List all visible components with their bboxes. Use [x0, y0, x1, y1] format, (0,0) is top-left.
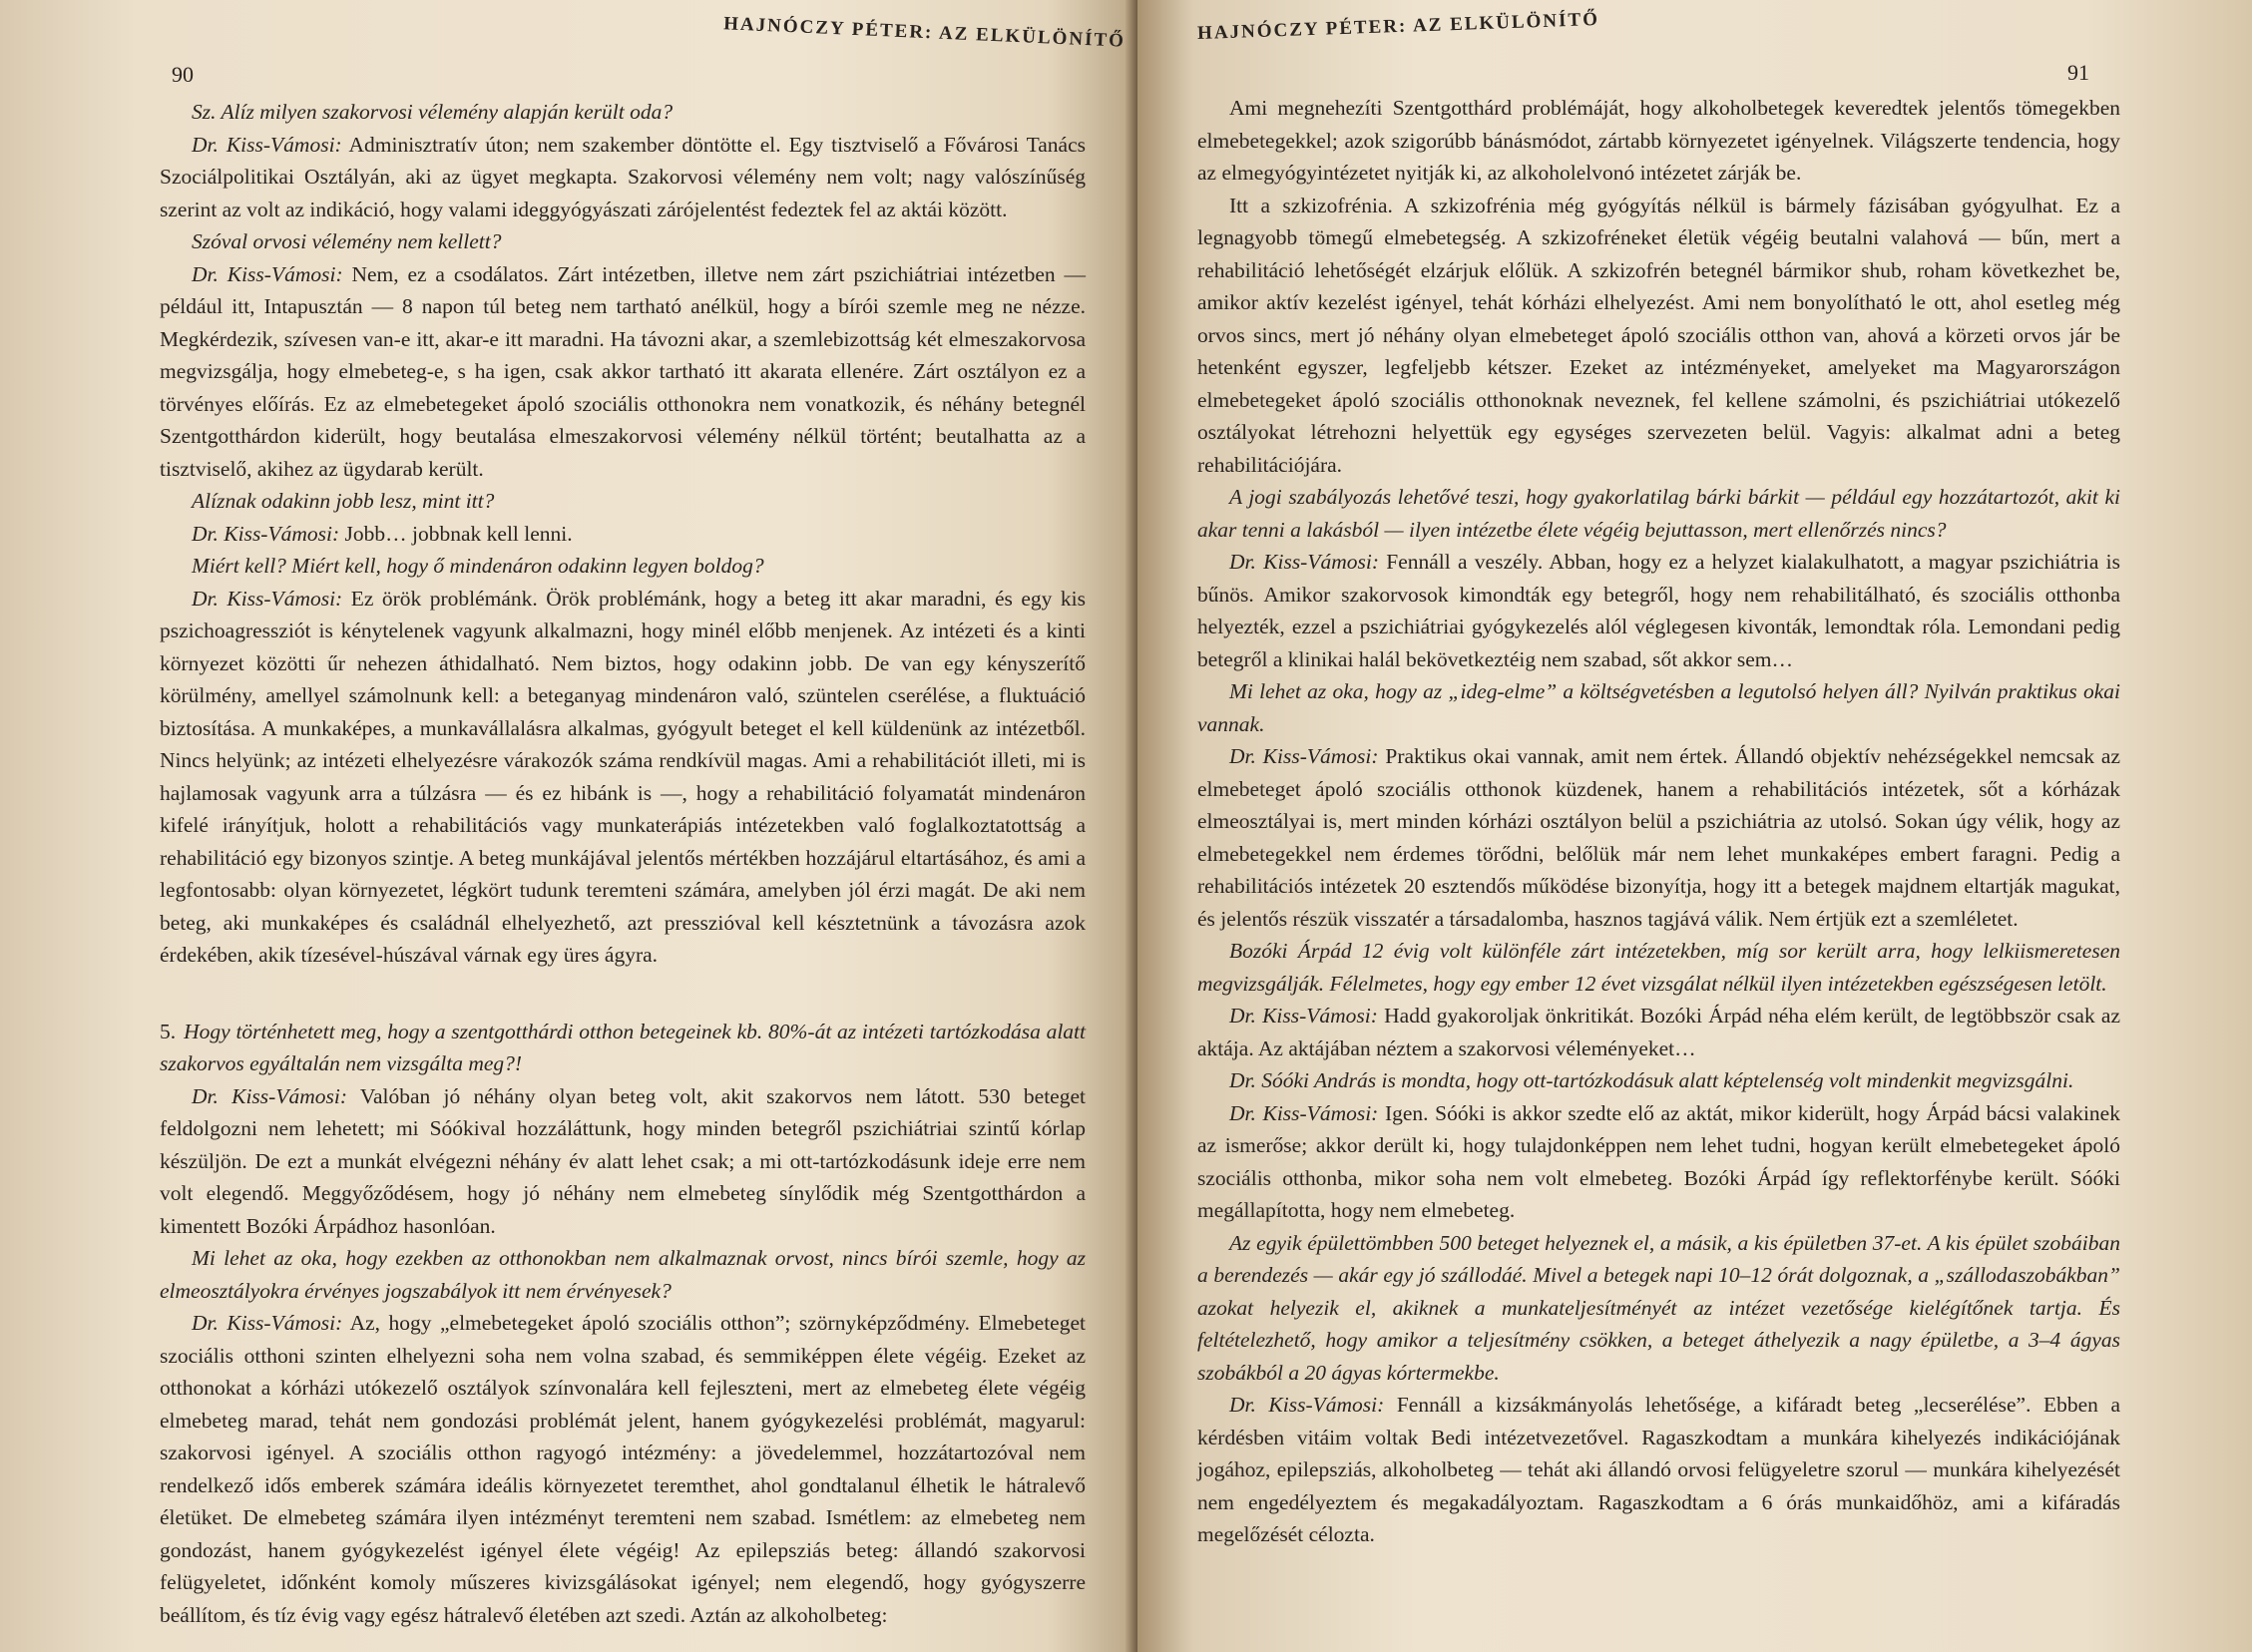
question-text: Bozóki Árpád 12 évig volt különféle zárt intézetekben, míg sor került arra, hogy lelkiismeretesen megvizsgálják. Félelmetes, hogy egy ember 12 évet vizsgálat nélkül ilyen intézetekben egészségesen letölt.	[1197, 939, 2120, 996]
answer-paragraph	[1197, 190, 2120, 482]
interviewer-question	[1197, 935, 2120, 1000]
answer-paragraph	[1197, 1097, 2120, 1227]
speaker-label: Dr. Kiss-Vámosi:	[1229, 1100, 1379, 1125]
page-number-right: 91	[2067, 60, 2089, 85]
speaker-label: Dr. Kiss-Vámosi:	[192, 132, 342, 157]
question-text: Mi lehet az oka, hogy az „ideg-elme” a költségvetésben a legutolsó helyen áll? Nyilván praktikus okai vannak.	[1197, 679, 2120, 736]
running-head-left: HAJNÓCZY PÉTER: AZ ELKÜLÖNÍTŐ	[722, 13, 1126, 52]
answer-text: Jobb… jobbnak kell lenni.	[344, 521, 573, 546]
answer-text: Ez örök problémánk. Örök problémánk, hogy a beteg itt akar maradni, és egy kis pszichoagressziót is kénytelenek vagyunk alkalmazni, hogy minél előbb menjenek. Az intézeti és a kinti környezet közötti űr nehezen áthidalható. Nem biztos, hogy odakinn jobb. De van egy kényszerítő körülmény, amellyel számolnunk kell: a beteganyag mindenáron való, szüntelen cserélése, a fluktuáció biztosítása. A munkaképes, a munkavállalásra alkalmas, gyógyult beteget el kell küldenünk az intézetből. Nincs helyünk; az intézeti elhelyezésre várakozók száma rendkívül magas. Ami a rehabilitációt illeti, mi is hajlamosak vagyunk arra a túlzásra — és ez hibánk is —, hogy a rehabilitáció folyamatát mindenáron kifelé irányítjuk, holott a rehabilitációs vagy munkaterápiás intézetekben való foglalkoztatottság a rehabilitáció egy bizonyos szintje. A beteg munkájával jelentős mértékben hozzájárul eltartásához, és ami a legfontosabb: olyan környezetet, légkört tudunk teremteni számára, amelyben jól érzi magát. De aki nem beteg, aki munkaképes és családnál elhelyezhető, azt presszióval kell késztetnünk a távozásra azok érdekében, akik tízesével-húszával várnak egy üres ágyra.	[160, 586, 1086, 967]
speaker-label: Dr. Kiss-Vámosi:	[192, 521, 340, 546]
speaker-label: Dr. Kiss-Vámosi:	[192, 1311, 343, 1335]
speaker-label: Dr. Kiss-Vámosi:	[1229, 1393, 1385, 1417]
answer-text: Igen. Sóóki is akkor szedte elő az aktát, mikor kiderült, hogy Árpád bácsi valakinek az ismerőse; akkor derült ki, hogy tulajdonképpen nem lehet tudni, hogyan került elmebetegeket ápoló szociális otthonba, mikor soha nem volt elmebeteg. Bozóki Árpád így reflektorfénybe került. Sóóki megállapította, hogy nem elmebeteg.	[1197, 1100, 2120, 1222]
right-page	[1137, 0, 2252, 1652]
interviewer-question	[160, 225, 1086, 258]
answer-paragraph	[1197, 546, 2120, 675]
answer-text: Az, hogy „elmebetegeket ápoló szociális otthon”; szörnyképződmény. Elmebeteget szociális otthoni szinten elhelyezni soha nem volna szabad, és semmiképpen élete végéig. Ezeket az otthonokat a kórházi utókezelő osztályok színvonalára kell fejleszteni, mert az elmebeteg élete végéig elmebeteg marad, tehát nem gondozási problémát jelent, hanem gyógykezelési problémát, magyarul: szakorvosi igényel. A szociális otthon ragyogó intézmény: a jövedelemmel, hozzátartozóval nem rendelkező idős emberek számára ideális környezetet teremthet, ahol gondtalanul élhetik le hátralevő életüket. De elmebeteg számára ilyen intézményt teremteni nem szabad. Ismétlem: az elmebeteg nem gondozást, hanem gyógykezelést igényel élete végéig! Az epilepsziás beteg: állandó szakorvosi felügyeletet, időnként komoly műszeres kivizsgálásokat igényel; nem elegendő, hogy gyógyszerre beállítom, és tíz évig vagy egész hátralevő életében azt szedi. Aztán az alkoholbeteg:	[160, 1311, 1086, 1627]
interviewer-question	[1197, 481, 2120, 546]
answer-text: Praktikus okai vannak, amit nem értek. Állandó objektív nehézségekkel nemcsak az elmebeteget ápoló szociális otthonok küzdenek, hanem a rehabilitációs intézetek, sőt a kórházak elmeosztályai is, mert minden kórházi osztályon belül a pszichiátria az utolsó. Sokan úgy vélik, hogy az elmebetegekkel nem érdemes törődni, belőlük már nem lehet munkaképes embert faragni. Pedig a rehabilitációs intézetek 20 esztendős működése bizonyítja, hogy itt a betegek majdnem eltartják magukat, és jelentős részük visszatér a társadalomba, hasznos tagjává válik. Nem értjük ezt a szemléletet.	[1197, 744, 2121, 931]
question-text: Az egyik épülettömbben 500 beteget helyeznek el, a másik, a kis épületben 37-et. A kis épület szobáiban a berendezés — akár egy jó szállodáé. Mivel a betegek napi 10–12 órát dolgoznak, a „szállodaszobákban” azokat helyezik el, akiknek a munkateljesítményét az intézet vezetősége kielégítőnek tartja. És feltételezhető, hogy amikor a teljesítmény csökken, a beteget áthelyezik a nagy épületbe, a 3–4 ágyas szobákból a 20 ágyas kórtermekbe.	[1197, 1230, 2120, 1385]
section-5-block	[160, 1016, 1086, 1632]
answer-paragraph	[160, 1307, 1086, 1631]
speaker-label: Dr. Kiss-Vámosi:	[1229, 744, 1379, 768]
question-text: Miért kell? Miért kell, hogy ő mindenáron odakinn legyen boldog?	[192, 554, 764, 578]
question-text: Sz. Alíz milyen szakorvosi vélemény alapján került oda?	[192, 100, 674, 124]
running-head-right: HAJNÓCZY PÉTER: AZ ELKÜLÖNÍTŐ	[1196, 8, 1600, 45]
interview-block	[160, 96, 1086, 972]
answer-paragraph	[160, 1080, 1086, 1243]
answer-paragraph	[1197, 740, 2120, 935]
interview-block	[1197, 92, 2120, 1551]
answer-paragraph	[160, 258, 1086, 486]
question-text: Alíznak odakinn jobb lesz, mint itt?	[192, 489, 495, 513]
answer-paragraph	[1197, 92, 2120, 190]
answer-paragraph	[160, 583, 1086, 972]
answer-text: Adminisztratív úton; nem szakember döntötte el. Egy tisztviselő a Fővárosi Tanács Szociálpolitikai Osztályán, aki az ügyet megkapta. Szakorvosi vélemény nem volt; nagy valószínűség szerint az volt az indikáció, hogy valami ideggyógyászati zárójelentést fedeztek fel az aktái között.	[160, 132, 1086, 221]
speaker-label: Dr. Kiss-Vámosi:	[1229, 1004, 1378, 1028]
speaker-label: Dr. Kiss-Vámosi:	[192, 586, 343, 611]
answer-paragraph	[160, 129, 1086, 226]
answer-text: Itt a szkizofrénia. A szkizofrénia még gyógyítás nélkül is bármely fázisában gyógyulhat. Ez a legnagyobb tömegű elmebetegség. A szkizofréneket életük végéig beutalni valahová — bűn, mert a rehabilitáció lehetőségét elzárjuk előlük. A szkizofrén betegnél bármikor shub, roham következhet be, amikor aktív kezelést igényel, tehát kórházi elhelyezést. Ami nem bonyolítható le ott, ahol esetleg még orvos sincs, mert jó néhány olyan elmebeteget ápoló szociális otthon van, ahová a körzeti orvos jár be hetenként egyszer, legfeljebb kétszer. Ezeket az intézményeket, amelyeket ma Magyarországon elmebetegeket ápoló szociális otthonoknak neveznek, fel kellene számolni, és pszichiátriai utókezelő osztályokat létrehozni helyettük egy egységes szervezeten belül. Vagyis: alkalmat adni a beteg rehabilitációjára.	[1197, 193, 2120, 477]
interviewer-question	[160, 485, 1086, 518]
right-page-text	[1197, 92, 2120, 1551]
question-text: A jogi szabályozás lehetővé teszi, hogy gyakorlatilag bárki bárkit — például egy hozzátartozót, akit ki akar tenni a lakásból — ilyen intézetbe élete végéig bejuttasson, mert ellenőrzés nincs?	[1197, 485, 2120, 542]
interviewer-question	[160, 1242, 1086, 1307]
question-text: Szóval orvosi vélemény nem kellett?	[192, 229, 502, 253]
interviewer-question	[1197, 675, 2120, 740]
interviewer-question	[1197, 1227, 2120, 1390]
speaker-label: Dr. Kiss-Vámosi:	[1229, 550, 1380, 574]
answer-text: Ami megnehezíti Szentgotthárd problémáját, hogy alkoholbetegek keveredtek jelentős tömegekben elmebetegekkel; azok szigorúbb bánásmódot, zártabb környezetet igényelnek. Világszerte tendencia, hogy az elmegyógyintézetet nyitják ki, az alkoholelvonó intézetet zárják be.	[1197, 96, 2120, 185]
interviewer-question	[160, 550, 1086, 583]
answer-text: Nem, ez a csodálatos. Zárt intézetben, illetve nem zárt pszichiátriai intézetben — például itt, Intapusztán — 8 napon túl beteg nem tartható anélkül, hogy a bírói szemle meg ne nézze. Megkérdezik, szívesen van-e itt, akar-e itt maradni. Ha távozni akar, a szemlebizottság két elmeszakorvosa megvizsgálja, hogy elmebeteg-e, s ha igen, csak akkor tartható itt akarata ellenére. Zárt osztályon ez a törvényes előírás. Ez az elmebetegeket ápoló szociális otthonokra nem vonatkozik, és néhány betegnél Szentgotthárdon kiderült, hogy beutalása elmeszakorvosi vélemény nélkül történt; beutalhatta az a tisztviselő, akihez az ügydarab került.	[160, 261, 1086, 481]
page-number-left: 90	[172, 62, 194, 87]
answer-paragraph	[1197, 1389, 2120, 1551]
question-text: Hogy történhetett meg, hogy a szentgotthárdi otthon betegeinek kb. 80%-át az intézeti tartózkodása alatt szakorvos egyáltalán nem vizsgálta meg?!	[160, 1019, 1086, 1075]
question-text: Dr. Sóóki András is mondta, hogy ott-tartózkodásuk alatt képtelenség volt mindenkit megvizsgálni.	[1229, 1068, 2074, 1092]
speaker-label: Dr. Kiss-Vámosi:	[192, 261, 343, 286]
speaker-label: Dr. Kiss-Vámosi:	[192, 1083, 347, 1108]
question-text: Mi lehet az oka, hogy ezekben az otthonokban nem alkalmaznak orvost, nincs bírói szemle, hogy az elmeosztályokra érvényes jogszabályok itt nem érvényesek?	[160, 1246, 1086, 1303]
section-number: 5.	[160, 1019, 177, 1043]
interviewer-question	[160, 96, 1086, 129]
left-page-text	[160, 96, 1086, 1631]
answer-text: Hadd gyakoroljak önkritikát. Bozóki Árpád néha elém került, de legtöbbször csak az aktája. Az aktájában néztem a szakorvosi véleményeket…	[1197, 1004, 2120, 1060]
interviewer-question	[160, 1016, 1086, 1080]
answer-text: Fennáll a veszély. Abban, hogy ez a helyzet kialakulhatott, a magyar pszichiátria is bűnös. Amikor szakorvosok kimondták egy betegről, hogy nem rehabilitálható, és szociális otthonba helyezték, ezzel a pszichiátriai gyógykezelés alól véglegesen kivonták, lemondtak róla. Lemondani pedig betegről a klinikai halál bekövetkeztéig nem szabad, sőt akkor sem…	[1197, 550, 2120, 671]
answer-text: Valóban jó néhány olyan beteg volt, akit szakorvos nem látott. 530 beteget feldolgozni nem lehetett; mi Sóókival hozzáláttunk, hogy minden betegről pszichiátriai szintű kórlap készüljön. De ezt a munkát elvégezni néhány év alatt lehet csak; a mi ott-tartózkodásunk ideje erre nem volt elegendő. Meggyőződésem, hogy jó néhány nem elmebeteg sínylődik még Szentgotthárdon a kimentett Bozóki Árpádhoz hasonlóan.	[160, 1083, 1086, 1238]
answer-paragraph	[1197, 1000, 2120, 1064]
interviewer-question	[1197, 1064, 2120, 1097]
answer-paragraph	[160, 518, 1086, 551]
answer-text: Fennáll a kizsákmányolás lehetősége, a kifáradt beteg „lecserélése”. Ebben a kérdésben vitáim voltak Bedi intézetvezetővel. Ragaszkodtam a munkára kihelyezés indikációjának jogához, epilepsziás, alkoholbeteg — tehát aki állandó orvosi felügyeletre szorul — munkára kihelyezését nem engedélyeztem és megakadályoztam. Ragaszkodtam a 6 órás munkaidőhöz, ami a kifáradás megelőzését célozta.	[1197, 1393, 2120, 1546]
